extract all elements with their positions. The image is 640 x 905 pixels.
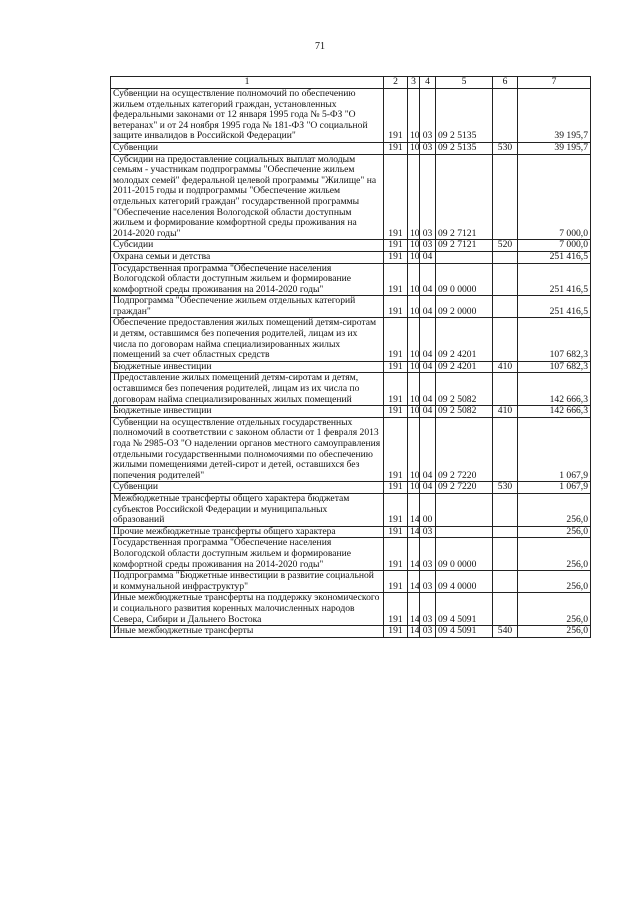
row-admin-code: 191 xyxy=(384,626,408,638)
row-section: 14 xyxy=(408,626,420,638)
row-name: Субвенции xyxy=(111,142,384,154)
row-target-code: 09 2 5135 xyxy=(436,142,493,154)
row-name: Межбюджетные трансферты общего характера бюджетам субъектов Российской Федерации и муниципальных образований xyxy=(111,493,384,526)
page-number: 71 xyxy=(315,41,325,52)
row-admin-code: 191 xyxy=(384,142,408,154)
row-section: 10 xyxy=(408,89,420,143)
row-admin-code: 191 xyxy=(384,538,408,571)
row-target-code: 09 4 5091 xyxy=(436,626,493,638)
row-expense-type: 410 xyxy=(493,406,518,418)
table-row xyxy=(111,361,591,373)
row-expense-type: 520 xyxy=(493,240,518,252)
row-admin-code: 191 xyxy=(384,296,408,318)
row-subsection: 04 xyxy=(420,361,436,373)
row-section: 14 xyxy=(408,593,420,626)
row-expense-type xyxy=(493,296,518,318)
table-row xyxy=(111,493,591,526)
row-section: 10 xyxy=(408,296,420,318)
row-target-code xyxy=(436,526,493,538)
row-amount: 142 666,3 xyxy=(518,373,591,406)
row-admin-code: 191 xyxy=(384,361,408,373)
row-target-code: 09 2 7121 xyxy=(436,154,493,240)
header-cell: 2 xyxy=(384,77,408,89)
row-subsection: 04 xyxy=(420,318,436,361)
row-target-code: 09 2 5135 xyxy=(436,89,493,143)
table-row xyxy=(111,296,591,318)
row-amount: 256,0 xyxy=(518,493,591,526)
row-section: 14 xyxy=(408,538,420,571)
row-expense-type xyxy=(493,493,518,526)
row-section: 10 xyxy=(408,142,420,154)
row-subsection: 04 xyxy=(420,406,436,418)
row-expense-type xyxy=(493,373,518,406)
table-row xyxy=(111,482,591,494)
header-cell: 3 xyxy=(408,77,420,89)
row-amount: 142 666,3 xyxy=(518,406,591,418)
row-amount: 251 416,5 xyxy=(518,296,591,318)
row-subsection: 03 xyxy=(420,571,436,593)
row-name: Предоставление жилых помещений детям-сиротам и детям, оставшимся без попечения родителей, лицам из их числа по договорам найма специализированных жилых помещений xyxy=(111,373,384,406)
row-subsection: 03 xyxy=(420,593,436,626)
row-section: 10 xyxy=(408,373,420,406)
row-section: 14 xyxy=(408,493,420,526)
row-name: Субсидии на предоставление социальных выплат молодым семьям - участникам подпрограммы "Обеспечение жильем молодых семей" федеральной целевой программы "Жилище" на 2011-2015 годы и подпрограммы "Обеспечение жильем отдельных категорий граждан" государственной программы "Обеспечение населения Вологодской области доступным жильем и формирование комфортной среды проживания на 2014-2020 годы" xyxy=(111,154,384,240)
row-admin-code: 191 xyxy=(384,240,408,252)
row-name: Подпрограмма "Бюджетные инвестиции в развитие социальной и коммунальной инфраструктур" xyxy=(111,571,384,593)
row-name: Иные межбюджетные трансферты xyxy=(111,626,384,638)
row-target-code: 09 4 5091 xyxy=(436,593,493,626)
row-admin-code: 191 xyxy=(384,154,408,240)
header-cell: 7 xyxy=(518,77,591,89)
table-row xyxy=(111,417,591,482)
row-amount: 39 195,7 xyxy=(518,142,591,154)
row-section: 10 xyxy=(408,406,420,418)
row-subsection: 03 xyxy=(420,240,436,252)
table-row xyxy=(111,373,591,406)
row-name: Субвенции xyxy=(111,482,384,494)
row-section: 10 xyxy=(408,240,420,252)
row-target-code: 09 4 0000 xyxy=(436,571,493,593)
table-row xyxy=(111,571,591,593)
header-cell: 1 xyxy=(111,77,384,89)
row-target-code xyxy=(436,493,493,526)
row-target-code: 09 2 5082 xyxy=(436,406,493,418)
row-admin-code: 191 xyxy=(384,417,408,482)
row-section: 14 xyxy=(408,571,420,593)
row-name: Охрана семьи и детства xyxy=(111,251,384,263)
row-name: Бюджетные инвестиции xyxy=(111,361,384,373)
row-name: Прочие межбюджетные трансферты общего характера xyxy=(111,526,384,538)
row-name: Подпрограмма "Обеспечение жильем отдельных категорий граждан" xyxy=(111,296,384,318)
row-expense-type: 530 xyxy=(493,142,518,154)
row-target-code: 09 0 0000 xyxy=(436,538,493,571)
row-subsection: 04 xyxy=(420,417,436,482)
row-target-code: 09 2 7220 xyxy=(436,482,493,494)
row-amount: 256,0 xyxy=(518,526,591,538)
row-amount: 256,0 xyxy=(518,571,591,593)
table-row xyxy=(111,626,591,638)
row-admin-code: 191 xyxy=(384,318,408,361)
row-subsection: 00 xyxy=(420,493,436,526)
row-amount: 1 067,9 xyxy=(518,482,591,494)
row-expense-type: 540 xyxy=(493,626,518,638)
row-expense-type xyxy=(493,318,518,361)
table-row xyxy=(111,538,591,571)
table-row xyxy=(111,251,591,263)
row-section: 14 xyxy=(408,526,420,538)
row-section: 10 xyxy=(408,482,420,494)
row-target-code: 09 2 5082 xyxy=(436,373,493,406)
row-expense-type xyxy=(493,538,518,571)
row-name: Субвенции на осуществление отдельных государственных полномочий в соответствии с законом области от 1 февраля 2013 года № 2985-ОЗ "О наделении органов местного самоуправления отдельными государственными полномочиями по обеспечению жилыми помещениями детей-сирот и детей, оставшихся без попечения родителей" xyxy=(111,417,384,482)
row-amount: 256,0 xyxy=(518,626,591,638)
row-expense-type xyxy=(493,417,518,482)
row-target-code: 09 2 0000 xyxy=(436,296,493,318)
row-subsection: 03 xyxy=(420,89,436,143)
row-expense-type xyxy=(493,263,518,296)
row-subsection: 03 xyxy=(420,538,436,571)
row-amount: 251 416,5 xyxy=(518,251,591,263)
row-name: Субвенции на осуществление полномочий по обеспечению жильем отдельных категорий граждан, установленных федеральными законами от 12 января 1995 года № 5-ФЗ "О ветеранах" и от 24 ноября 1995 года № 181-ФЗ "О социальной защите инвалидов в Российской Федерации" xyxy=(111,89,384,143)
row-name: Государственная программа "Обеспечение населения Вологодской области доступным жильем и формирование комфортной среды проживания на 2014-2020 годы" xyxy=(111,538,384,571)
row-section: 10 xyxy=(408,251,420,263)
row-amount: 1 067,9 xyxy=(518,417,591,482)
row-amount: 256,0 xyxy=(518,593,591,626)
row-target-code: 09 2 4201 xyxy=(436,361,493,373)
table-header-row xyxy=(111,77,591,89)
row-admin-code: 191 xyxy=(384,263,408,296)
row-expense-type xyxy=(493,593,518,626)
table-row xyxy=(111,240,591,252)
row-subsection: 03 xyxy=(420,626,436,638)
row-admin-code: 191 xyxy=(384,89,408,143)
row-subsection: 04 xyxy=(420,263,436,296)
row-target-code: 09 2 7121 xyxy=(436,240,493,252)
row-expense-type xyxy=(493,89,518,143)
row-expense-type: 530 xyxy=(493,482,518,494)
header-cell: 5 xyxy=(436,77,493,89)
row-subsection: 04 xyxy=(420,482,436,494)
row-target-code: 09 0 0000 xyxy=(436,263,493,296)
row-admin-code: 191 xyxy=(384,526,408,538)
row-amount: 107 682,3 xyxy=(518,361,591,373)
row-amount: 39 195,7 xyxy=(518,89,591,143)
row-subsection: 03 xyxy=(420,526,436,538)
row-name: Бюджетные инвестиции xyxy=(111,406,384,418)
row-name: Иные межбюджетные трансферты на поддержку экономического и социального развития коренных малочисленных народов Севера, Сибири и Дальнего Востока xyxy=(111,593,384,626)
table-row xyxy=(111,318,591,361)
row-expense-type: 410 xyxy=(493,361,518,373)
row-name: Государственная программа "Обеспечение населения Вологодской области доступным жильем и формирование комфортной среды проживания на 2014-2020 годы" xyxy=(111,263,384,296)
header-cell: 4 xyxy=(420,77,436,89)
table-row xyxy=(111,593,591,626)
row-section: 10 xyxy=(408,154,420,240)
row-amount: 7 000,0 xyxy=(518,240,591,252)
table-row xyxy=(111,154,591,240)
row-admin-code: 191 xyxy=(384,571,408,593)
row-admin-code: 191 xyxy=(384,493,408,526)
row-expense-type xyxy=(493,526,518,538)
row-subsection: 03 xyxy=(420,154,436,240)
row-name: Обеспечение предоставления жилых помещений детям-сиротам и детям, оставшимся без попечения родителей, лицам из их числа по договорам найма специализированных жилых помещений за счет областных средств xyxy=(111,318,384,361)
row-amount: 7 000,0 xyxy=(518,154,591,240)
table-row xyxy=(111,89,591,143)
table-row xyxy=(111,526,591,538)
row-subsection: 04 xyxy=(420,251,436,263)
row-section: 10 xyxy=(408,361,420,373)
row-section: 10 xyxy=(408,263,420,296)
row-expense-type xyxy=(493,571,518,593)
row-subsection: 04 xyxy=(420,373,436,406)
row-target-code: 09 2 7220 xyxy=(436,417,493,482)
row-target-code: 09 2 4201 xyxy=(436,318,493,361)
header-cell: 6 xyxy=(493,77,518,89)
row-amount: 256,0 xyxy=(518,538,591,571)
row-section: 10 xyxy=(408,417,420,482)
table-row xyxy=(111,406,591,418)
row-admin-code: 191 xyxy=(384,406,408,418)
row-name: Субсидии xyxy=(111,240,384,252)
row-admin-code: 191 xyxy=(384,593,408,626)
row-amount: 107 682,3 xyxy=(518,318,591,361)
row-subsection: 04 xyxy=(420,296,436,318)
table-row xyxy=(111,142,591,154)
row-admin-code: 191 xyxy=(384,251,408,263)
row-expense-type xyxy=(493,154,518,240)
row-amount: 251 416,5 xyxy=(518,263,591,296)
row-admin-code: 191 xyxy=(384,373,408,406)
row-expense-type xyxy=(493,251,518,263)
row-section: 10 xyxy=(408,318,420,361)
budget-table xyxy=(110,76,591,638)
table-row xyxy=(111,263,591,296)
row-admin-code: 191 xyxy=(384,482,408,494)
row-target-code xyxy=(436,251,493,263)
row-subsection: 03 xyxy=(420,142,436,154)
